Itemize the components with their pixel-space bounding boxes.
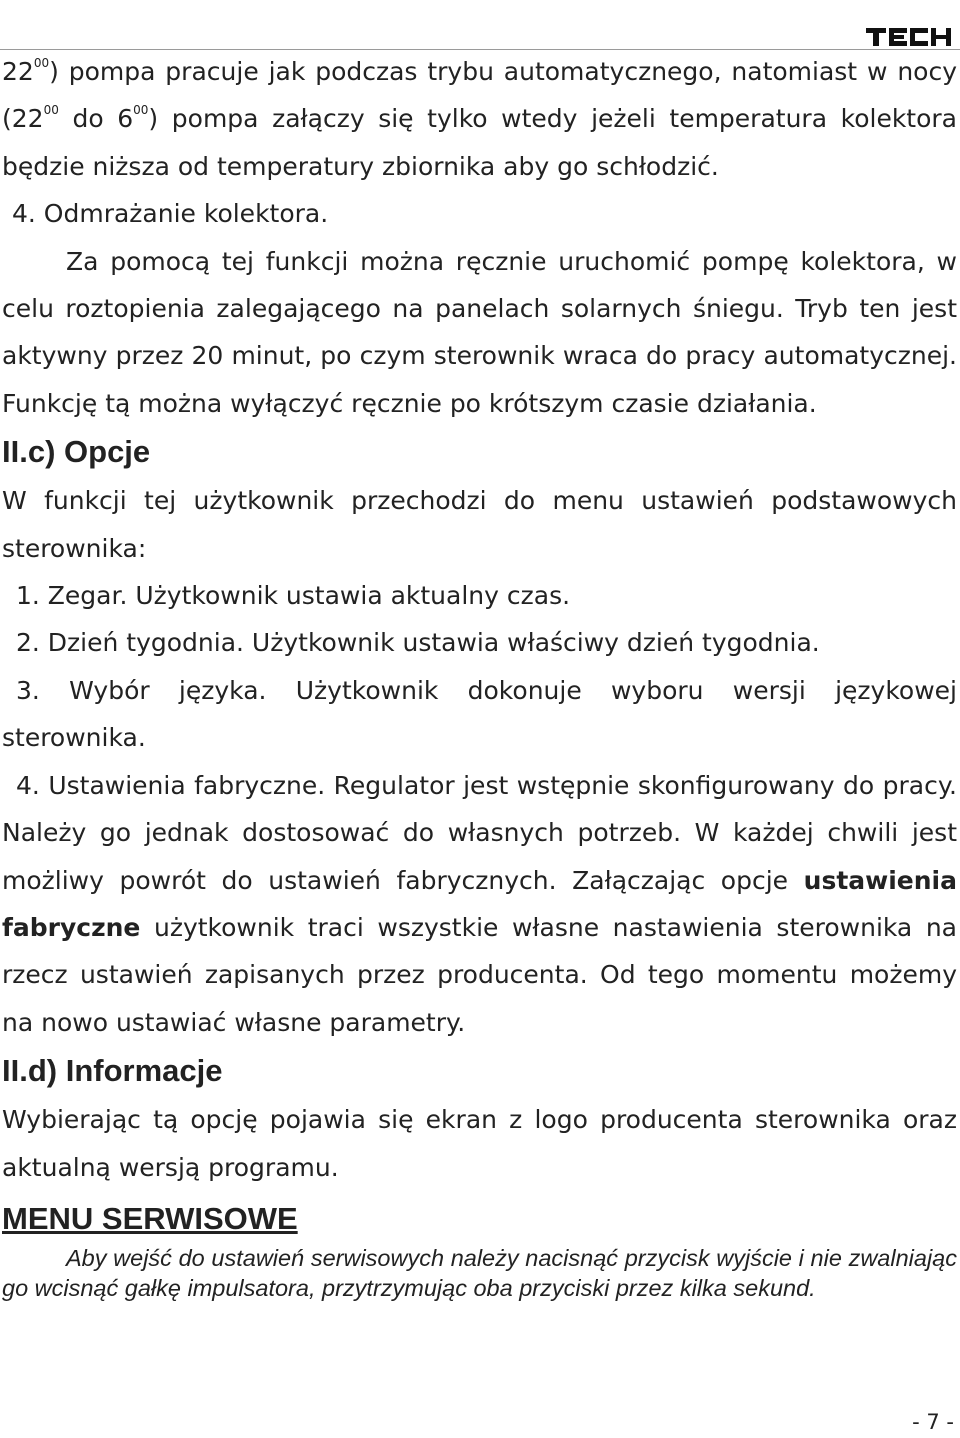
- factory-settings-term: ustawienia fabryczne: [2, 865, 957, 942]
- options-item-factory-settings: 4. Ustawienia fabryczne. Regulator jest wstępnie skonfigurowany do pracy. Należy go jednak dostosować do własnych potrzeb. W każdej chwili jest możliwy powrót do ustawień fabrycznych. Załączając opcje ustawienia fabryczne użytkownik traci wszystkie własne nastawienia sterownika na rzecz ustawień zapisanych przez producenta. Od tego momentu możemy na nowo ustawiać własne parametry.: [2, 770, 957, 1037]
- options-item-clock: 1. Zegar. Użytkownik ustawia aktualny czas.: [16, 581, 571, 611]
- paragraph-night-mode: $22^{00}$) pompa pracuje jak podczas trybu automatycznego, natomiast w nocy ($22^{00}$ do $6^{00}$) pompa załączy się tylko wtedy jeżeli temperatura kolektora będzie niższa od temperatury zbiornika aby go schłodzić.: [2, 56, 958, 181]
- options-intro: W funkcji tej użytkownik przechodzi do menu ustawień podstawowych sterownika:: [2, 486, 957, 563]
- page-number: - 7 -: [912, 1410, 954, 1434]
- options-item-weekday: 2. Dzień tygodnia. Użytkownik ustawia właściwy dzień tygodnia.: [16, 628, 820, 658]
- heading-service-menu: MENU SERWISOWE: [2, 1200, 298, 1236]
- heading-information: II.d) Informacje: [2, 1053, 223, 1089]
- item-4-title: 4. Odmrażanie kolektora.: [12, 199, 329, 229]
- options-item-language: 3. Wybór języka. Użytkownik dokonuje wyboru wersji językowej sterownika.: [2, 675, 957, 753]
- service-menu-instructions: Aby wejść do ustawień serwisowych należy nacisnąć przycisk wyjście i nie zwalniając go wcisnąć gałkę impulsatora, przytrzymując oba przyciski przez kilka sekund.: [2, 1244, 957, 1301]
- item-4-description: Za pomocą tej funkcji można ręcznie uruchomić pompę kolektora, w celu roztopienia zalegającego na panelach solarnych śniegu. Tryb ten jest aktywny przez 20 minut, po czym sterownik wraca do pracy automatycznej. Funkcję tą można wyłączyć ręcznie po krótszym czasie działania.: [2, 246, 957, 418]
- heading-options: II.c) Opcje: [2, 434, 151, 470]
- information-text: Wybierając tą opcję pojawia się ekran z logo producenta sterownika oraz aktualną wersją programu.: [2, 1105, 957, 1182]
- page-content: [2, 48, 957, 1303]
- tech-logo: [866, 20, 952, 50]
